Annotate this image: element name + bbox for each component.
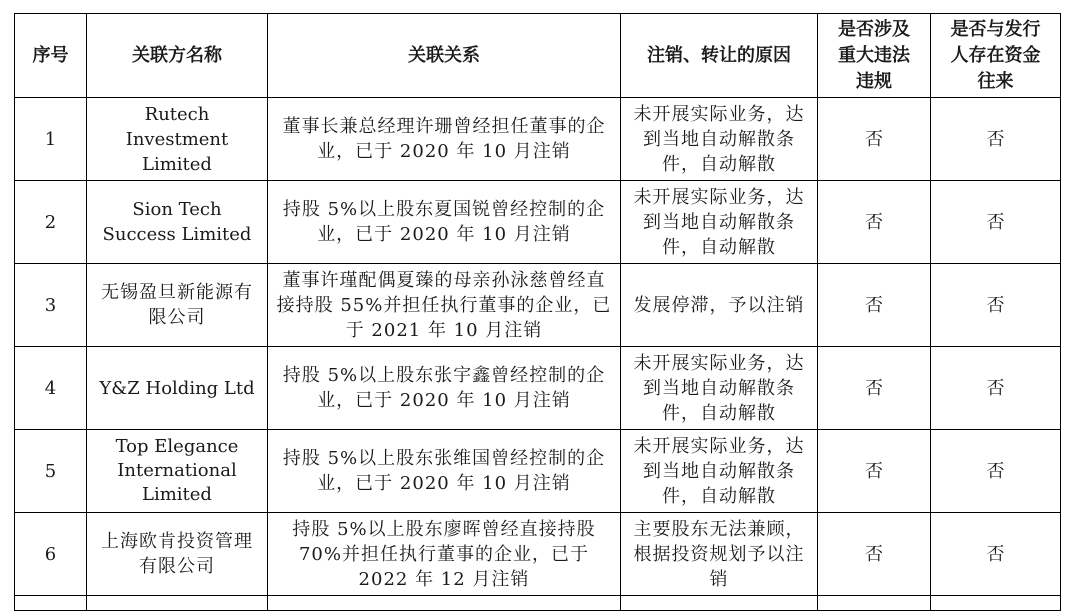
cell-violation: 否 <box>818 181 931 264</box>
table-row <box>15 181 1061 264</box>
cell-seq: 2 <box>15 181 87 264</box>
cell-name: Rutech Investment Limited <box>87 98 268 181</box>
cell-seq: 3 <box>15 264 87 347</box>
table-row <box>15 98 1061 181</box>
cell-name: Sion Tech Success Limited <box>87 181 268 264</box>
cell-funds: 否 <box>931 513 1061 596</box>
cell-reason: 未开展实际业务，达到当地自动解散条件，自动解散 <box>621 181 818 264</box>
cell-name: 无锡盈旦新能源有限公司 <box>87 264 268 347</box>
header-reason: 注销、转让的原因 <box>621 14 818 98</box>
cell-name: Y&Z Holding Ltd <box>87 347 268 430</box>
table-row <box>15 513 1061 596</box>
table-row <box>15 347 1061 430</box>
cell-funds: 否 <box>931 98 1061 181</box>
cell-relation: 持股 5%以上股东张宇鑫曾经控制的企业，已于 2020 年 10 月注销 <box>268 347 621 430</box>
cell-empty <box>87 596 268 611</box>
cell-violation: 否 <box>818 98 931 181</box>
header-relation: 关联关系 <box>268 14 621 98</box>
cell-relation: 持股 5%以上股东廖晖曾经直接持股 70%并担任执行董事的企业，已于 2022 年 12 月注销 <box>268 513 621 596</box>
table-header-row <box>15 14 1061 98</box>
cell-reason: 未开展实际业务，达到当地自动解散条件，自动解散 <box>621 98 818 181</box>
cell-empty <box>931 596 1061 611</box>
cell-empty <box>268 596 621 611</box>
cell-empty <box>621 596 818 611</box>
cell-reason: 发展停滞，予以注销 <box>621 264 818 347</box>
cell-empty <box>818 596 931 611</box>
cell-relation: 持股 5%以上股东张维国曾经控制的企业，已于 2020 年 10 月注销 <box>268 430 621 513</box>
cell-violation: 否 <box>818 347 931 430</box>
header-violation: 是否涉及重大违法违规 <box>818 14 931 98</box>
table-row-partial <box>15 596 1061 611</box>
cell-violation: 否 <box>818 430 931 513</box>
cell-funds: 否 <box>931 430 1061 513</box>
cell-reason: 主要股东无法兼顾，根据投资规划予以注销 <box>621 513 818 596</box>
cell-seq: 6 <box>15 513 87 596</box>
cell-relation: 董事许瑾配偶夏臻的母亲孙泳慈曾经直接持股 55%并担任执行董事的企业，已于 2021 年 10 月注销 <box>268 264 621 347</box>
header-seq: 序号 <box>15 14 87 98</box>
cell-empty <box>15 596 87 611</box>
cell-name: Top Elegance International Limited <box>87 430 268 513</box>
cell-relation: 董事长兼总经理许珊曾经担任董事的企业，已于 2020 年 10 月注销 <box>268 98 621 181</box>
cell-violation: 否 <box>818 264 931 347</box>
cell-funds: 否 <box>931 347 1061 430</box>
cell-reason: 未开展实际业务，达到当地自动解散条件，自动解散 <box>621 430 818 513</box>
cell-funds: 否 <box>931 181 1061 264</box>
cell-name: 上海欧肯投资管理有限公司 <box>87 513 268 596</box>
table-row <box>15 264 1061 347</box>
cell-seq: 5 <box>15 430 87 513</box>
cell-reason: 未开展实际业务，达到当地自动解散条件，自动解散 <box>621 347 818 430</box>
related-party-table <box>14 13 1061 611</box>
cell-funds: 否 <box>931 264 1061 347</box>
cell-relation: 持股 5%以上股东夏国锐曾经控制的企业，已于 2020 年 10 月注销 <box>268 181 621 264</box>
cell-violation: 否 <box>818 513 931 596</box>
cell-seq: 4 <box>15 347 87 430</box>
table-row <box>15 430 1061 513</box>
header-name: 关联方名称 <box>87 14 268 98</box>
header-funds: 是否与发行人存在资金往来 <box>931 14 1061 98</box>
cell-seq: 1 <box>15 98 87 181</box>
